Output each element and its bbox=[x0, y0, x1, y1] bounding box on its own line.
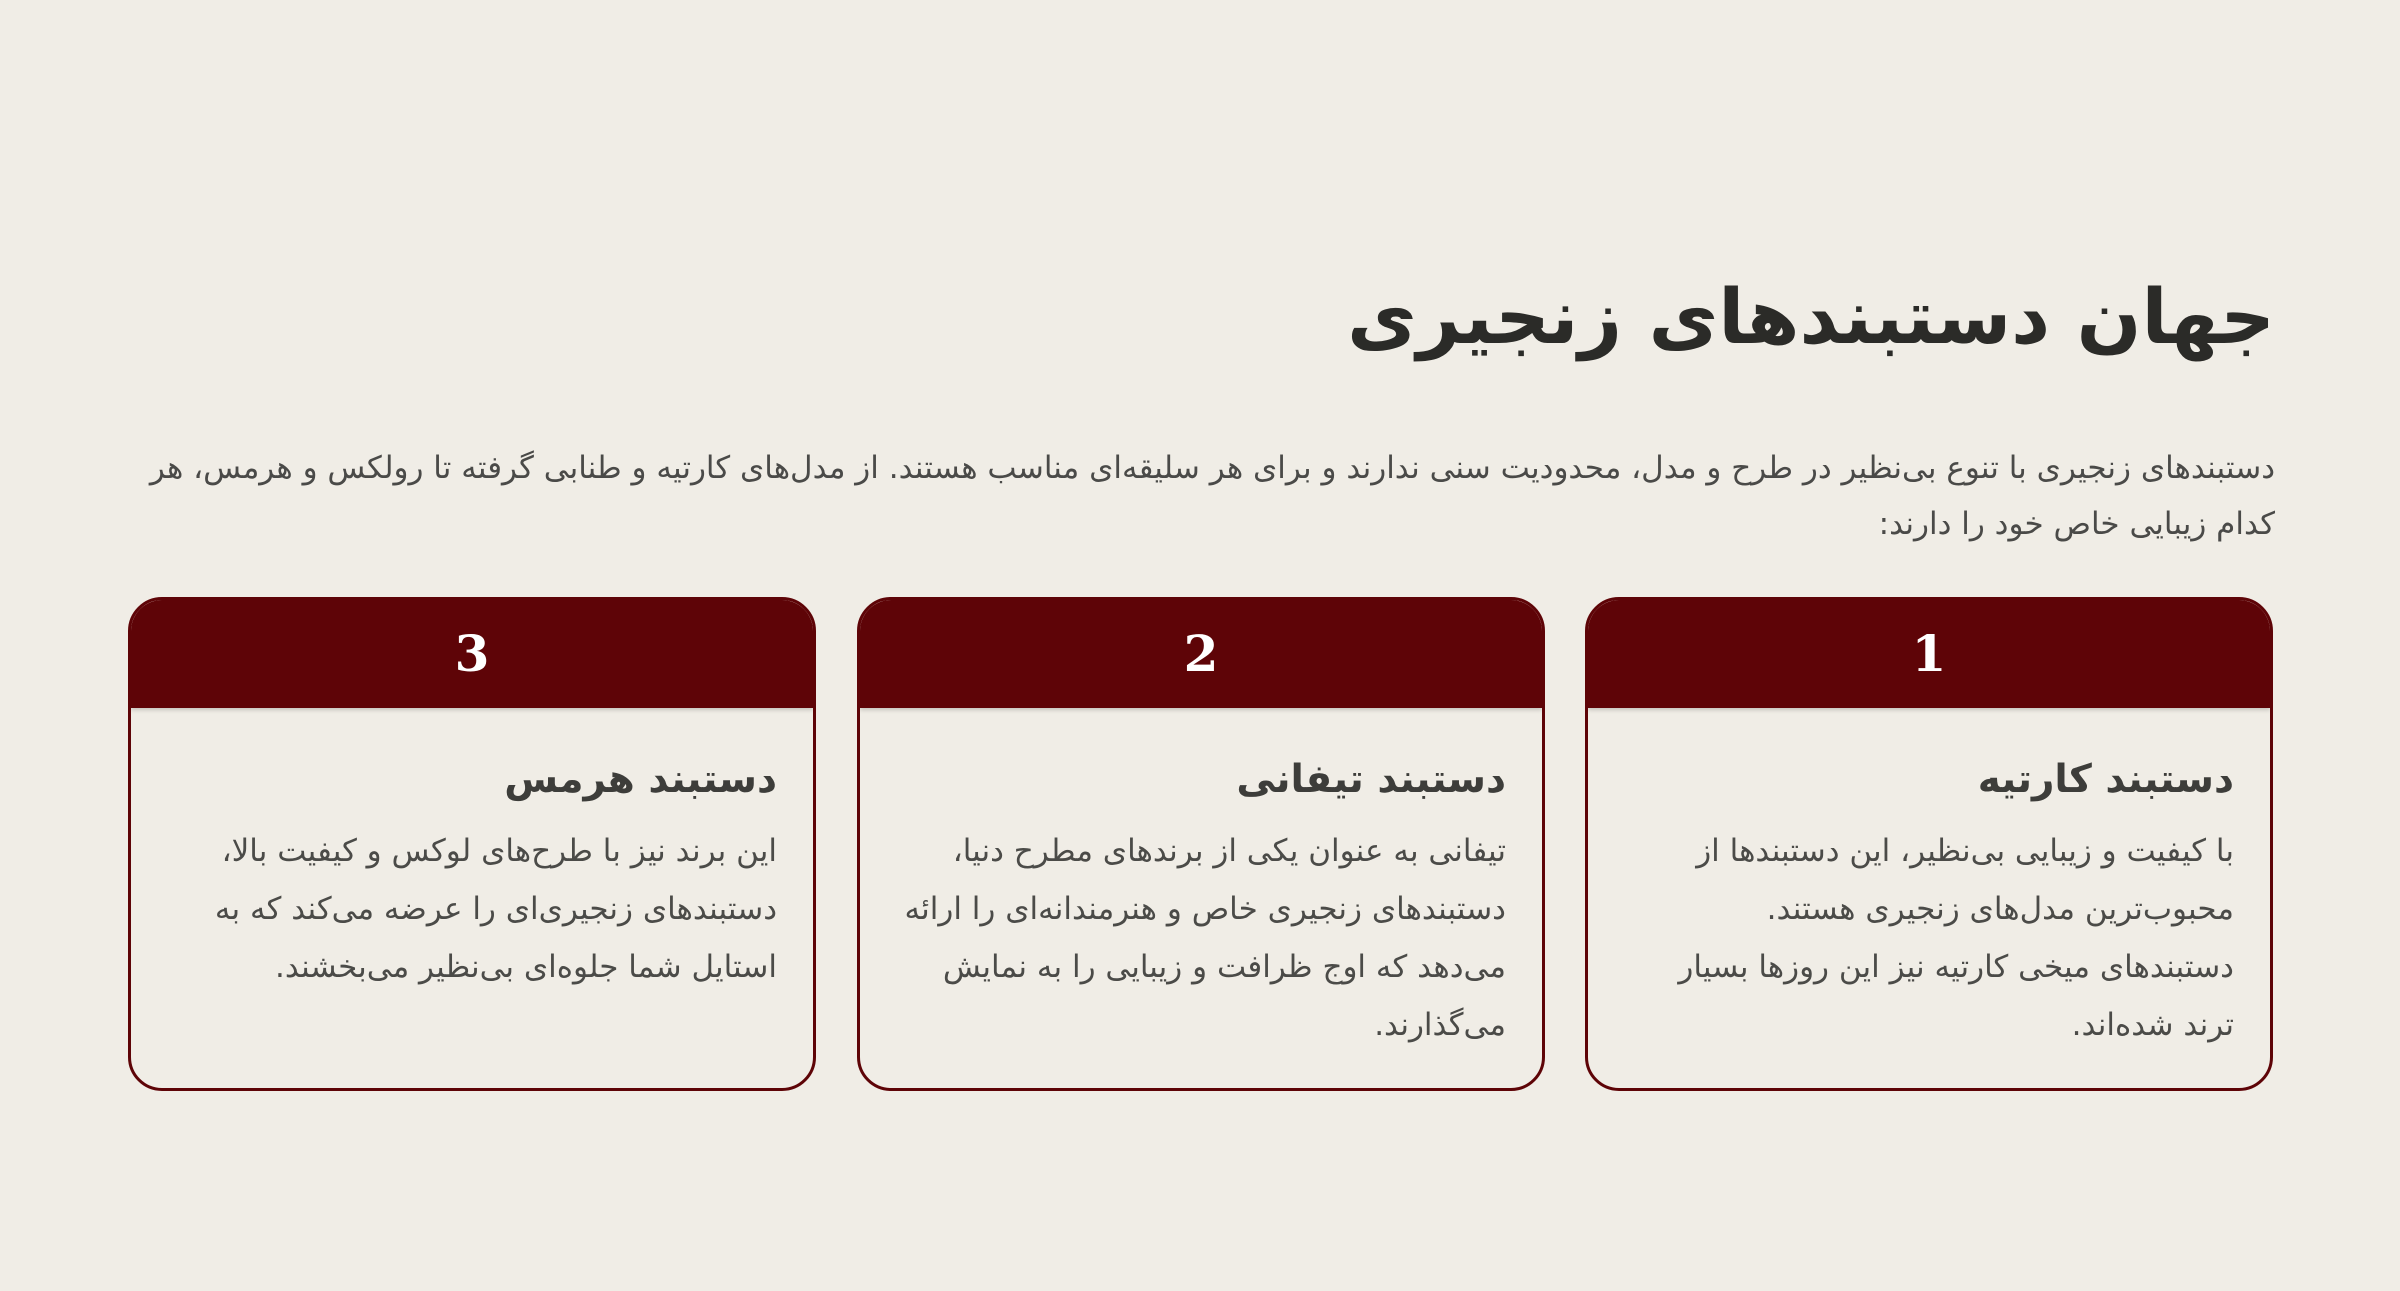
card-body bbox=[1588, 708, 2270, 1054]
card-title: دستبند کارتیه bbox=[1977, 757, 2234, 802]
card-tiffany bbox=[857, 597, 1545, 1091]
card-cartier bbox=[1585, 597, 2273, 1091]
card-header bbox=[131, 600, 813, 708]
card-header bbox=[860, 600, 1542, 708]
page-title: جهان دستبندهای زنجیری bbox=[1347, 272, 2275, 361]
card-hermes bbox=[128, 597, 816, 1091]
card-text: تیفانی به عنوان یکی از برندهای مطرح دنیا، دستبندهای زنجیری خاص و هنرمندانه‌ای را ارائه می‌دهد که اوج ظرافت و زیبایی را به نمایش می‌گذارند. bbox=[904, 833, 1506, 1043]
card-body bbox=[131, 708, 813, 996]
card-header bbox=[1588, 600, 2270, 708]
card-text: این برند نیز با طرح‌های لوکس و کیفیت بالا، دستبندهای زنجیری‌ای را عرضه می‌کند که به استایل شما جلوه‌ای بی‌نظیر می‌بخشند. bbox=[214, 833, 777, 985]
card-title: دستبند هرمس bbox=[504, 757, 777, 802]
card-number: 1 bbox=[1911, 624, 1947, 683]
card-number: 2 bbox=[1183, 624, 1219, 683]
card-text: با کیفیت و زیبایی بی‌نظیر، این دستبندها از محبوب‌ترین مدل‌های زنجیری هستند. دستبندهای میخی کارتیه نیز این روزها بسیار ترند شده‌اند. bbox=[1678, 833, 2234, 1043]
card-number: 3 bbox=[454, 624, 490, 683]
intro-paragraph: دستبندهای زنجیری با تنوع بی‌نظیر در طرح و مدل، محدودیت سنی ندارند و برای هر سلیقه‌ای مناسب هستند. از مدل‌های کارتیه و طنابی گرفته تا رولکس و هرمس، هر کدام زیبایی خاص خود را دارند: bbox=[149, 450, 2275, 542]
card-title: دستبند تیفانی bbox=[1236, 757, 1506, 802]
card-body bbox=[860, 708, 1542, 1054]
